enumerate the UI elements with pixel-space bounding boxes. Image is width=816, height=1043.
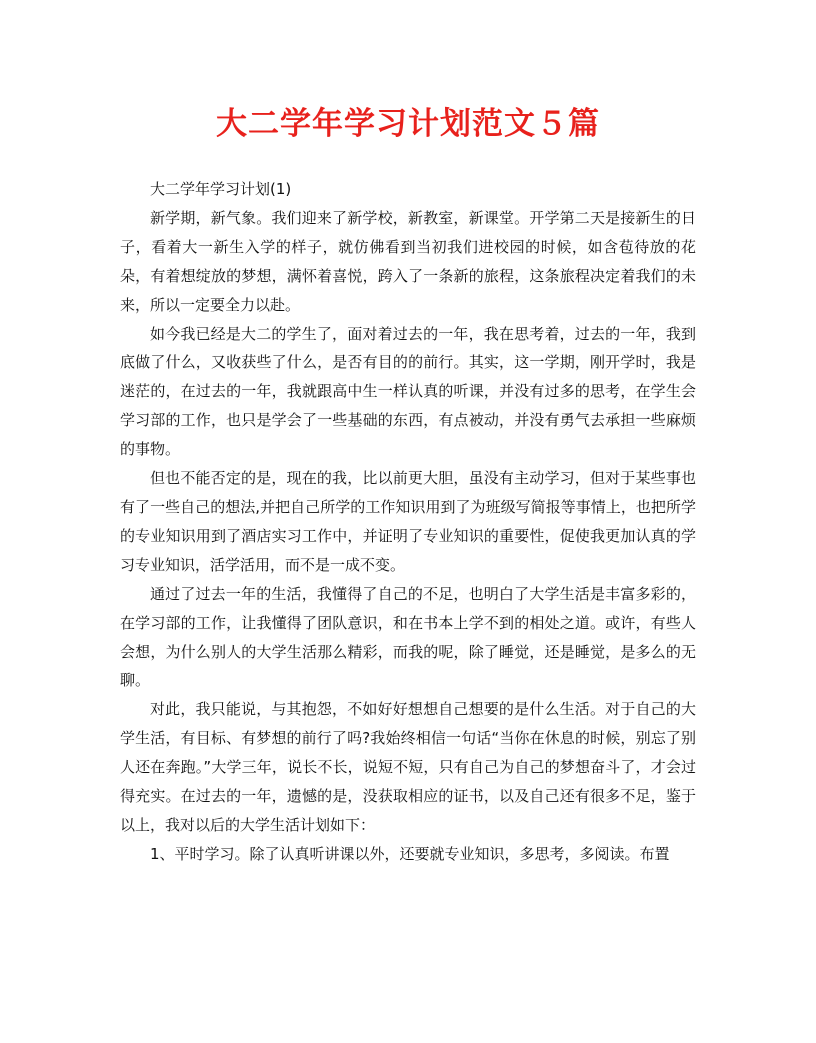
document-body bbox=[120, 175, 696, 869]
paragraph: 对此，我只能说，与其抱怨，不如好好想想自己想要的是什么生活。对于自己的大学生活，有目标、有梦想的前行了吗?我始终相信一句话“当你在休息的时候，别忘了别人还在奔跑。”大学三年，说长不长，说短不短，只有自己为自己的梦想奋斗了，才会过得充实。在过去的一年，遗憾的是，没获取相应的证书，以及自己还有很多不足，鉴于以上，我对以后的大学生活计划如下： bbox=[120, 700, 696, 834]
paragraph: 如今我已经是大二的学生了，面对着过去的一年，我在思考着，过去的一年，我到底做了什么，又收获些了什么，是否有目的的前行。其实，这一学期，刚开学时，我是迷茫的，在过去的一年，我就跟高中生一样认真的听课，并没有过多的思考，在学生会学习部的工作，也只是学会了一些基础的东西，有点被动，并没有勇气去承担一些麻烦的事物。 bbox=[120, 324, 696, 459]
paragraph: 1、平时学习。除了认真听讲课以外，还要就专业知识，多思考，多阅读。布置 bbox=[150, 844, 670, 863]
paragraph: 新学期，新气象。我们迎来了新学校，新教室，新课堂。开学第二天是接新生的日子，看着大一新生入学的样子，就仿佛看到当初我们进校园的时候，如含苞待放的花朵，有着想绽放的梦想，满怀着喜悦，跨入了一条新的旅程，这条旅程决定着我们的未来，所以一定要全力以赴。 bbox=[120, 208, 696, 314]
document-title: 大二学年学习计划范文５篇 bbox=[216, 106, 600, 142]
paragraph: 通过了过去一年的生活，我懂得了自己的不足，也明白了大学生活是丰富多彩的，在学习部的工作，让我懂得了团队意识，和在书本上学不到的相处之道。或许，有些人会想，为什么别人的大学生活那么精彩，而我的呢，除了睡觉，还是睡觉，是多么的无聊。 bbox=[120, 584, 696, 690]
section-subheading: 大二学年学习计划(1) bbox=[150, 180, 292, 198]
paragraph: 但也不能否定的是，现在的我，比以前更大胆，虽没有主动学习，但对于某些事也有了一些自己的想法,并把自己所学的工作知识用到了为班级写简报等事情上，也把所学的专业知识用到了酒店实习工作中，并证明了专业知识的重要性，促使我更加认真的学习专业知识，活学活用，而不是一成不变。 bbox=[120, 469, 696, 574]
